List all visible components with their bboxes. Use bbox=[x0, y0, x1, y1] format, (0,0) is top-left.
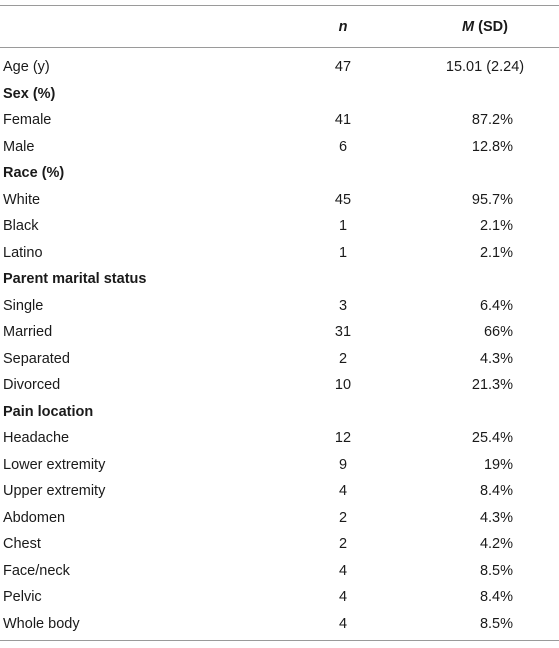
section-header-row bbox=[0, 160, 559, 187]
header-rule bbox=[0, 47, 559, 48]
m-sd-value: 15.01 (2.24) bbox=[445, 59, 525, 75]
n-value: 45 bbox=[334, 191, 352, 208]
row-label: Headache bbox=[3, 430, 70, 446]
row-label: Divorced bbox=[3, 377, 61, 393]
n-value: 6 bbox=[338, 138, 348, 155]
row-label: Female bbox=[3, 112, 52, 128]
n-value: 10 bbox=[334, 377, 352, 393]
row-label: Black bbox=[3, 218, 39, 234]
top-rule bbox=[0, 5, 559, 6]
m-sd-value: 87.2% bbox=[471, 112, 513, 128]
table-row bbox=[0, 558, 559, 585]
table-row bbox=[0, 611, 559, 638]
table-row bbox=[0, 425, 559, 452]
m-sd-value: 8.4% bbox=[479, 483, 513, 499]
table-row bbox=[0, 346, 559, 373]
table-row bbox=[0, 213, 559, 240]
m-sd-value: 8.5% bbox=[479, 615, 513, 632]
table-row bbox=[0, 478, 559, 505]
n-value: 3 bbox=[338, 297, 348, 314]
row-label: Pelvic bbox=[3, 589, 42, 605]
m-sd-value: 6.4% bbox=[479, 297, 513, 314]
n-value: 1 bbox=[338, 218, 348, 234]
table-row bbox=[0, 107, 559, 134]
n-value: 31 bbox=[334, 324, 352, 340]
m-sd-value: 4.3% bbox=[479, 509, 513, 526]
row-label: Single bbox=[3, 297, 44, 314]
section-label: Pain location bbox=[3, 403, 94, 420]
row-label: Face/neck bbox=[3, 562, 70, 579]
table-row bbox=[0, 187, 559, 214]
header-n bbox=[303, 7, 383, 47]
row-label: Chest bbox=[3, 536, 41, 552]
header-m-label: M bbox=[462, 19, 475, 35]
row-label: Whole body bbox=[3, 615, 80, 632]
n-value: 2 bbox=[338, 509, 348, 526]
section-header-row bbox=[0, 399, 559, 426]
m-sd-value: 12.8% bbox=[471, 138, 513, 155]
table-row bbox=[0, 54, 559, 81]
n-value: 1 bbox=[338, 244, 348, 261]
m-sd-value: 2.1% bbox=[479, 244, 513, 261]
section-label: Parent marital status bbox=[3, 271, 147, 287]
m-sd-value: 4.3% bbox=[479, 350, 513, 367]
m-sd-value: 21.3% bbox=[471, 377, 513, 393]
table-row bbox=[0, 134, 559, 161]
section-label: Race (%) bbox=[3, 165, 65, 181]
m-sd-value: 2.1% bbox=[479, 218, 513, 234]
m-sd-value: 8.5% bbox=[479, 562, 513, 579]
row-label: White bbox=[3, 191, 41, 208]
m-sd-value: 66% bbox=[483, 324, 513, 340]
row-label: Age (y) bbox=[3, 59, 50, 75]
header-sd-label: (SD) bbox=[474, 19, 508, 35]
n-value: 41 bbox=[334, 112, 352, 128]
n-value: 4 bbox=[338, 562, 348, 579]
table-body bbox=[0, 54, 559, 637]
m-sd-value: 4.2% bbox=[479, 536, 513, 552]
n-value: 2 bbox=[338, 536, 348, 552]
table-row bbox=[0, 452, 559, 479]
row-label: Upper extremity bbox=[3, 483, 106, 499]
m-sd-value: 19% bbox=[483, 456, 513, 473]
table-row bbox=[0, 531, 559, 558]
n-value: 2 bbox=[338, 350, 348, 367]
n-value: 47 bbox=[334, 59, 352, 75]
bottom-rule bbox=[0, 640, 559, 641]
n-value: 12 bbox=[334, 430, 352, 446]
section-header-row bbox=[0, 81, 559, 108]
m-sd-value: 25.4% bbox=[471, 430, 513, 446]
table-row bbox=[0, 293, 559, 320]
table-header bbox=[0, 7, 559, 47]
row-label: Abdomen bbox=[3, 509, 66, 526]
row-label: Separated bbox=[3, 350, 70, 367]
table-row bbox=[0, 584, 559, 611]
row-label: Male bbox=[3, 138, 35, 155]
n-value: 4 bbox=[338, 615, 348, 632]
section-header-row bbox=[0, 266, 559, 293]
row-label: Lower extremity bbox=[3, 456, 106, 473]
table-row bbox=[0, 319, 559, 346]
header-m-sd bbox=[420, 7, 550, 47]
n-value: 4 bbox=[338, 589, 348, 605]
m-sd-value: 8.4% bbox=[479, 589, 513, 605]
header-n-label: n bbox=[338, 19, 348, 35]
table-row bbox=[0, 240, 559, 267]
section-label: Sex (%) bbox=[3, 85, 56, 102]
n-value: 9 bbox=[338, 456, 348, 473]
row-label: Married bbox=[3, 324, 53, 340]
m-sd-value: 95.7% bbox=[471, 191, 513, 208]
table-row bbox=[0, 505, 559, 532]
table-row bbox=[0, 372, 559, 399]
row-label: Latino bbox=[3, 244, 43, 261]
n-value: 4 bbox=[338, 483, 348, 499]
